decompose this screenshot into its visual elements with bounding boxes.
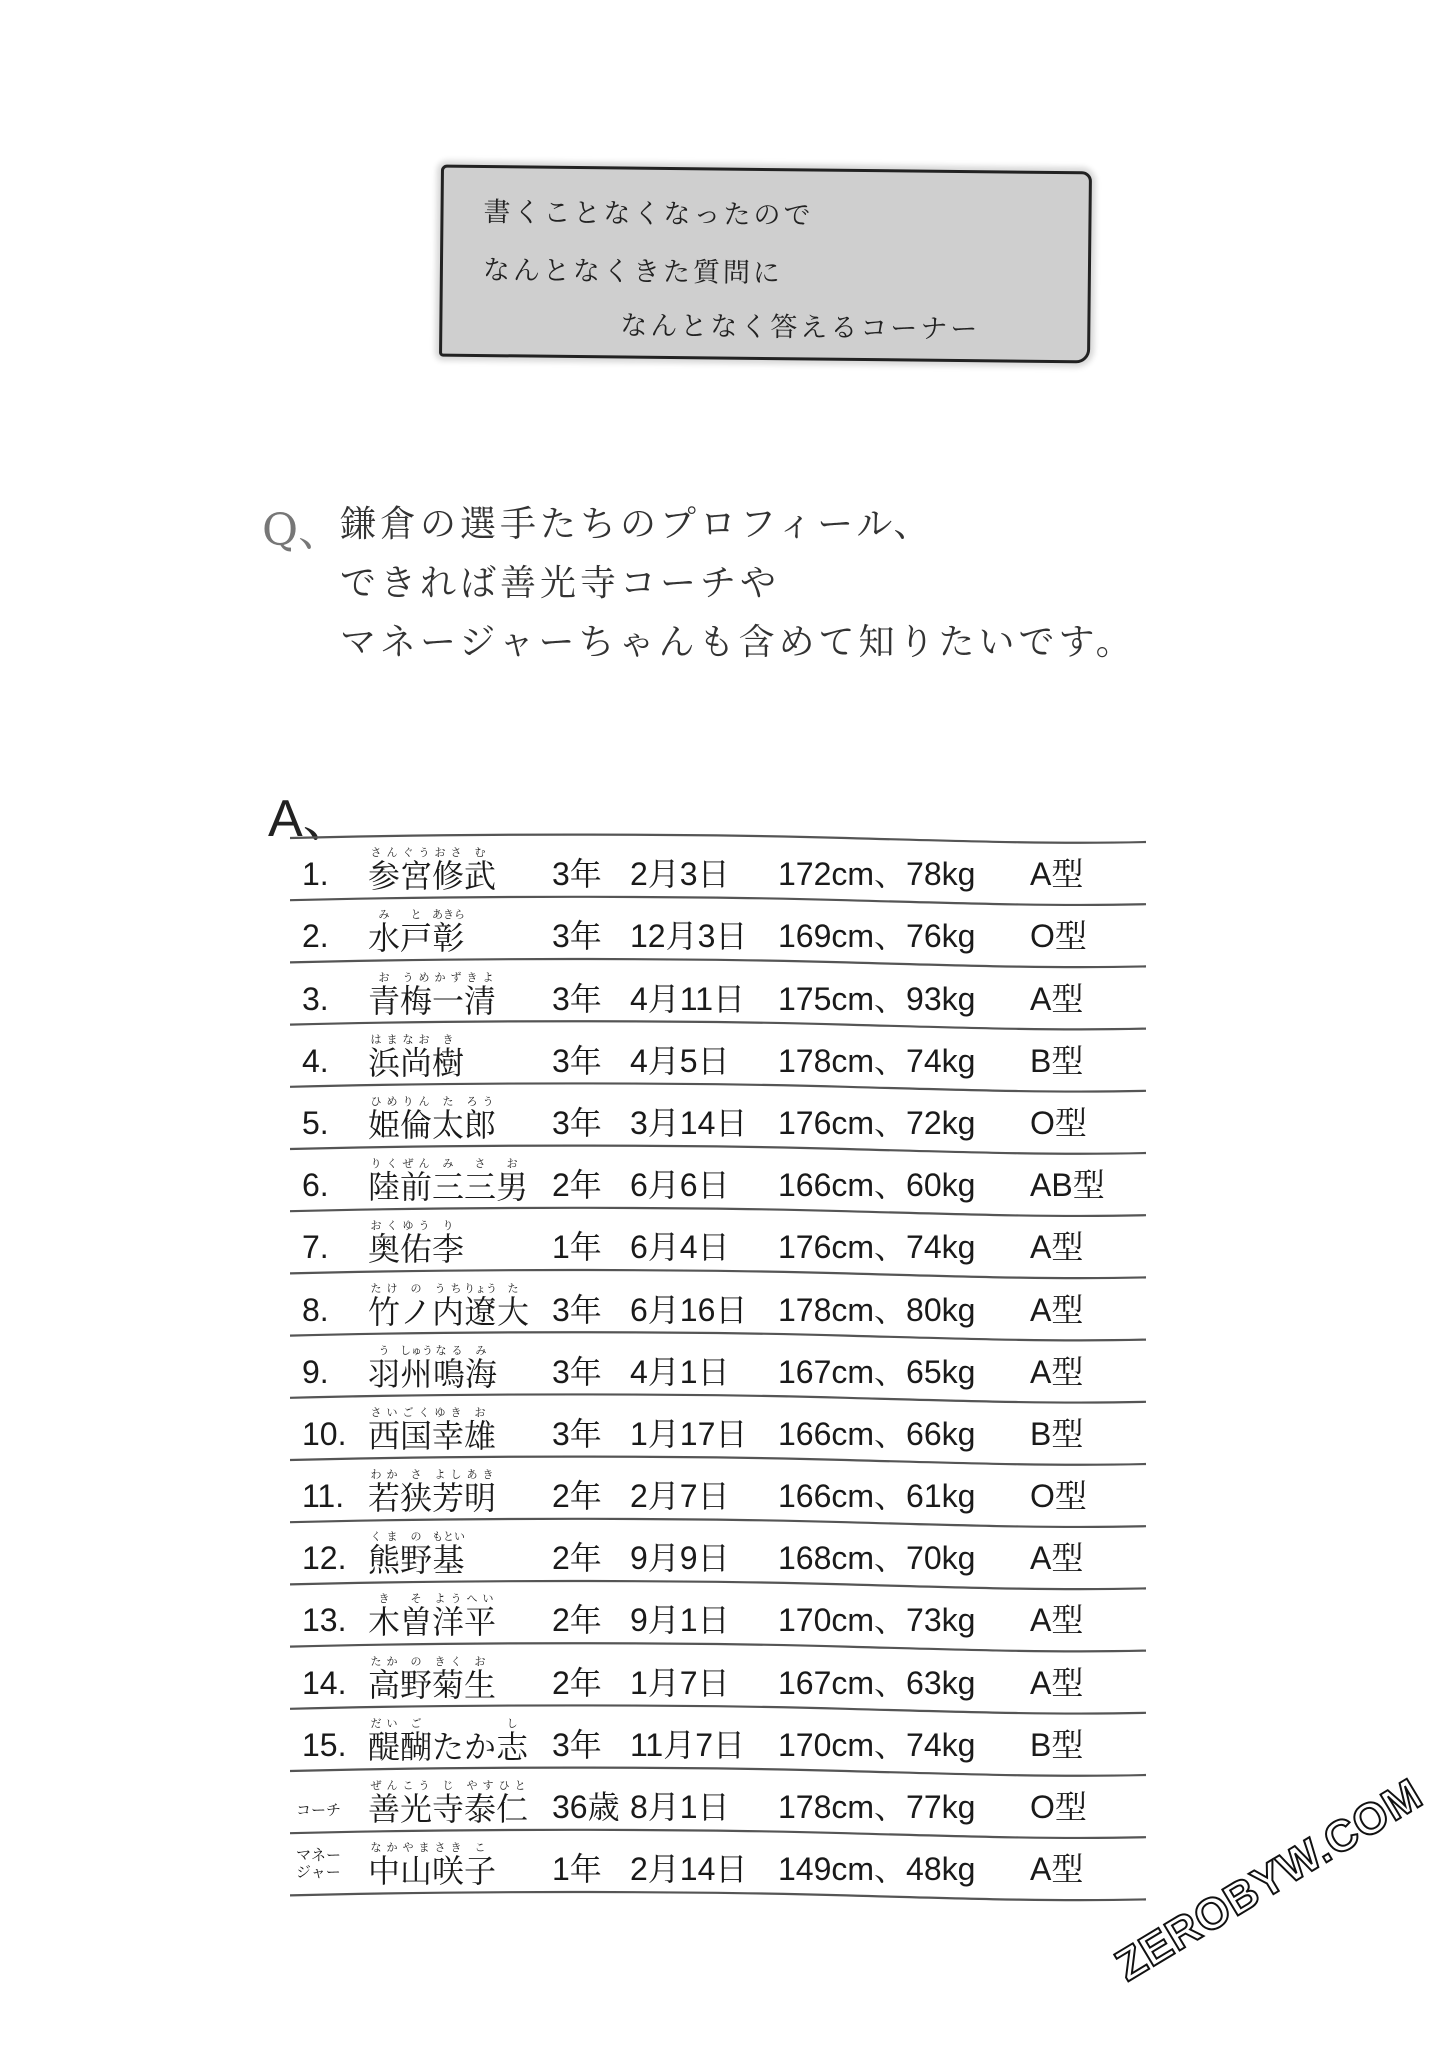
corner-title-line-1: 書くことなくなったので (483, 197, 814, 231)
furigana: し (496, 1717, 529, 1730)
member-name (368, 1469, 496, 1516)
height-weight: 167cm、65kg (778, 1353, 976, 1390)
corner-title-line-2: なんとなくきた質問に (482, 255, 784, 289)
blood-type: B型 (1030, 1042, 1084, 1079)
birthday: 6月6日 (630, 1167, 730, 1204)
furigana: なる (433, 1344, 466, 1357)
row-number: 5. (302, 1104, 329, 1141)
furigana: へい (464, 1593, 497, 1606)
grade-age: 2年 (552, 1478, 602, 1515)
blood-type: A型 (1030, 856, 1084, 893)
height-weight: 168cm、70kg (778, 1540, 976, 1577)
name-char: 州しゅう (400, 1344, 434, 1392)
corner-title-line-3: なんとなく答えるコーナー (620, 310, 981, 345)
name-char: 狭さ (400, 1469, 433, 1517)
name-char: 中なか (368, 1842, 401, 1890)
name-char: 幸ゆき (432, 1406, 465, 1454)
furigana: しゅう (400, 1344, 434, 1357)
member-name (368, 1780, 528, 1827)
furigana: やま (400, 1842, 433, 1855)
blood-type: O型 (1030, 1104, 1087, 1141)
furigana: りょう (464, 1282, 498, 1295)
grade-age: 3年 (552, 856, 602, 893)
furigana: きよ (464, 971, 497, 984)
question-line-1: 鎌倉の選手たちのプロフィール、 (340, 503, 934, 544)
height-weight: 149cm、48kg (778, 1851, 976, 1888)
birthday: 1月17日 (630, 1415, 748, 1452)
name-char: 遼りょう (464, 1282, 498, 1330)
name-char: 一かず (432, 971, 465, 1019)
member-name (368, 1220, 464, 1267)
furigana: ゆき (432, 1406, 465, 1419)
furigana: おさ (432, 847, 465, 860)
name-char: 羽う (368, 1344, 401, 1392)
furigana: み (368, 909, 400, 922)
birthday: 12月3日 (630, 918, 748, 955)
name-char: 武む (464, 847, 497, 895)
grade-age: 3年 (552, 918, 602, 955)
member-name (368, 847, 496, 894)
furigana: きく (432, 1655, 465, 1668)
grade-age: 3年 (552, 980, 602, 1017)
name-char: 醐ご (400, 1717, 433, 1765)
blood-type: A型 (1030, 1291, 1084, 1328)
grade-age: 36歳 (552, 1789, 620, 1825)
profile-row (290, 1646, 1146, 1708)
birthday: 6月4日 (630, 1229, 730, 1266)
row-number: 13. (302, 1602, 347, 1639)
profile-row (290, 1273, 1146, 1335)
blood-type: O型 (1030, 1789, 1087, 1825)
furigana: たか (368, 1655, 401, 1668)
birthday: 4月11日 (630, 980, 746, 1017)
member-name (368, 1158, 528, 1205)
blood-type: A型 (1030, 1851, 1084, 1888)
birthday: 4月5日 (630, 1042, 730, 1079)
member-name (368, 1593, 496, 1640)
name-char: 内うち (432, 1282, 465, 1330)
name-char: 平へい (464, 1593, 497, 1641)
name-char: 菊きく (432, 1655, 465, 1703)
grade-age: 3年 (552, 1726, 602, 1763)
grade-age: 2年 (552, 1664, 602, 1701)
name-char: 芳よし (432, 1469, 465, 1517)
name-char: 太た (432, 1095, 465, 1143)
member-name (368, 1531, 465, 1578)
member-name (368, 909, 465, 956)
furigana: さ (400, 1469, 433, 1482)
profile-row (290, 1833, 1146, 1895)
furigana: さん (368, 847, 401, 860)
furigana: うめ (400, 971, 433, 984)
name-char: 咲さき (432, 1842, 465, 1890)
name-char: ノの (400, 1282, 433, 1330)
furigana: なか (368, 1842, 401, 1855)
furigana: わか (368, 1469, 401, 1482)
name-char: 彰あきら (432, 909, 466, 957)
row-role-label: コーチ (296, 1802, 342, 1819)
furigana: はま (368, 1033, 401, 1046)
name-char: 洋よう (432, 1593, 465, 1641)
furigana: もとい (432, 1531, 466, 1544)
name-char: 野の (400, 1531, 433, 1579)
birthday: 2月3日 (630, 856, 730, 893)
furigana: やす (464, 1780, 497, 1792)
furigana: み (432, 1158, 465, 1171)
member-name (368, 1842, 496, 1889)
grade-age: 1年 (552, 1229, 602, 1266)
furigana: あき (464, 1469, 497, 1482)
grade-age: 3年 (552, 1353, 602, 1390)
furigana: おく (368, 1220, 401, 1233)
birthday: 2月7日 (630, 1478, 730, 1515)
row-number: 14. (302, 1664, 347, 1701)
name-char: 参さん (368, 847, 401, 895)
profile-row (290, 962, 1146, 1024)
name-char: 熊くま (368, 1531, 401, 1579)
grade-age: 1年 (552, 1851, 602, 1888)
furigana: くま (368, 1531, 401, 1544)
name-char: 浜はま (368, 1033, 401, 1081)
height-weight: 166cm、60kg (778, 1167, 976, 1204)
furigana: り (432, 1220, 465, 1233)
name-char: 大た (497, 1282, 530, 1330)
furigana: ゆう (400, 1220, 433, 1233)
blood-type: A型 (1030, 1540, 1084, 1577)
profile-row (290, 1025, 1146, 1087)
height-weight: 178cm、80kg (778, 1291, 976, 1328)
name-char: 泰やす (464, 1780, 497, 1827)
name-char: か (464, 1728, 497, 1765)
height-weight: 167cm、63kg (778, 1664, 976, 1701)
furigana: こ (464, 1842, 497, 1855)
name-char: 李り (432, 1220, 465, 1268)
name-char: 明あき (464, 1469, 497, 1517)
name-char: 倫りん (400, 1095, 433, 1143)
profile-row (290, 838, 1146, 900)
height-weight: 176cm、74kg (778, 1229, 976, 1266)
furigana: さ (464, 1158, 497, 1171)
furigana: かず (432, 971, 465, 984)
profile-row (290, 1460, 1146, 1522)
name-char: 善ぜん (368, 1780, 401, 1827)
name-char: 男お (496, 1158, 529, 1206)
grade-age: 3年 (552, 1291, 602, 1328)
row-number: 2. (302, 918, 329, 955)
name-char: 山やま (400, 1842, 433, 1890)
member-name (368, 1656, 496, 1703)
furigana: ごく (400, 1406, 433, 1419)
height-weight: 166cm、61kg (778, 1478, 976, 1515)
name-char: 青お (368, 971, 401, 1019)
furigana: なお (400, 1033, 433, 1046)
profile-row (290, 1211, 1146, 1273)
member-name (368, 1345, 497, 1392)
furigana: ご (400, 1717, 433, 1730)
grade-age: 3年 (552, 1104, 602, 1141)
blood-type: A型 (1030, 1229, 1084, 1266)
name-char: 子こ (464, 1842, 497, 1890)
name-char: 尚なお (400, 1033, 433, 1081)
furigana: だい (368, 1717, 401, 1730)
furigana: と (400, 909, 433, 922)
blood-type: B型 (1030, 1726, 1084, 1763)
furigana: の (400, 1282, 433, 1295)
name-char: 生お (464, 1655, 497, 1703)
furigana: む (464, 847, 497, 860)
furigana: た (432, 1095, 465, 1108)
name-char: 三み (432, 1158, 465, 1206)
name-char: 醍だい (368, 1717, 401, 1765)
height-weight: 176cm、72kg (778, 1104, 976, 1141)
corner-title-box (439, 165, 1092, 364)
furigana: ぜん (400, 1158, 433, 1171)
height-weight: 172cm、78kg (778, 856, 976, 893)
name-char: 清きよ (464, 971, 497, 1019)
answer-mark: A、 (268, 790, 355, 848)
furigana: うち (432, 1282, 465, 1295)
grade-age: 2年 (552, 1602, 602, 1639)
name-char: 陸りく (368, 1158, 401, 1206)
name-char: 海み (465, 1344, 498, 1392)
furigana: さい (368, 1406, 401, 1419)
member-name (368, 1283, 529, 1330)
profile-row (290, 1771, 1146, 1833)
furigana: さき (432, 1842, 465, 1855)
height-weight: 178cm、77kg (778, 1789, 976, 1825)
blood-type: A型 (1030, 1353, 1084, 1390)
grade-age: 3年 (552, 1415, 602, 1452)
blood-type: O型 (1030, 918, 1087, 955)
name-char: 佑ゆう (400, 1220, 433, 1268)
name-char: 樹き (432, 1033, 465, 1081)
height-weight: 170cm、74kg (778, 1726, 976, 1763)
birthday: 1月7日 (630, 1664, 730, 1701)
row-number: 8. (302, 1291, 329, 1328)
blood-type: A型 (1030, 1664, 1084, 1701)
profile-row (290, 1087, 1146, 1149)
row-number: 9. (302, 1353, 329, 1390)
question-line-3: マネージャーちゃんも含めて知りたいです。 (340, 621, 1136, 662)
birthday: 9月9日 (630, 1540, 730, 1577)
furigana: う (368, 1344, 400, 1357)
profile-table (290, 838, 1146, 1895)
name-char: 若わか (368, 1469, 401, 1517)
birthday: 4月1日 (630, 1353, 730, 1390)
name-char: 西さい (368, 1406, 401, 1454)
furigana: き (432, 1033, 465, 1046)
birthday: 11月7日 (630, 1726, 746, 1763)
name-char: 梅うめ (400, 971, 433, 1019)
blood-type: AB型 (1030, 1167, 1105, 1204)
furigana: み (465, 1344, 498, 1357)
blood-type: A型 (1030, 1602, 1084, 1639)
furigana: の (400, 1655, 433, 1668)
furigana: じ (432, 1780, 465, 1792)
name-char: 鳴なる (433, 1344, 466, 1392)
row-number: 7. (302, 1229, 329, 1266)
member-name (368, 1034, 464, 1081)
row-number: 10. (302, 1415, 347, 1452)
height-weight: 170cm、73kg (778, 1602, 976, 1639)
height-weight: 169cm、76kg (778, 918, 976, 955)
profile-row (290, 900, 1146, 962)
furigana: こう (400, 1780, 433, 1792)
furigana: お (496, 1158, 529, 1171)
furigana: ろう (464, 1095, 497, 1108)
member-name (368, 1718, 528, 1765)
row-number: 15. (302, 1726, 347, 1763)
birthday: 2月14日 (630, 1851, 748, 1888)
birthday: 8月1日 (630, 1789, 730, 1825)
profile-row (290, 1584, 1146, 1646)
grade-age: 2年 (552, 1540, 602, 1577)
furigana: ひめ (368, 1095, 401, 1108)
name-char: 三さ (464, 1158, 497, 1206)
grade-age: 3年 (552, 1042, 602, 1079)
profile-row (290, 1336, 1146, 1398)
blood-type: B型 (1030, 1415, 1084, 1452)
name-char: 野の (400, 1655, 433, 1703)
furigana: ぐう (400, 847, 433, 860)
birthday: 9月1日 (630, 1602, 730, 1639)
name-char: 水み (368, 909, 401, 957)
height-weight: 166cm、66kg (778, 1415, 976, 1452)
birthday: 3月14日 (630, 1104, 748, 1141)
height-weight: 175cm、93kg (778, 980, 976, 1017)
furigana: ひと (496, 1780, 529, 1792)
height-weight: 178cm、74kg (778, 1042, 976, 1079)
furigana: た (497, 1282, 530, 1295)
furigana: の (400, 1531, 433, 1544)
name-char: 修おさ (432, 847, 465, 895)
question-mark: Q、 (262, 505, 343, 556)
birthday: 6月16日 (630, 1291, 748, 1328)
furigana: たけ (368, 1282, 401, 1295)
furigana: りん (400, 1095, 433, 1108)
name-char: 国ごく (400, 1406, 433, 1454)
profile-row (290, 1149, 1146, 1211)
name-char: 基もとい (432, 1531, 466, 1579)
name-char: 志し (496, 1717, 529, 1765)
furigana: よう (432, 1593, 465, 1606)
furigana: お (464, 1655, 497, 1668)
name-char: 仁ひと (496, 1780, 529, 1827)
name-char: 戸と (400, 909, 433, 957)
furigana: あきら (432, 909, 466, 922)
name-char: 郎ろう (464, 1095, 497, 1143)
blood-type: A型 (1030, 980, 1084, 1017)
furigana: お (464, 1406, 497, 1419)
name-char: 寺じ (432, 1780, 465, 1827)
row-role-label: マネージャー (296, 1847, 342, 1882)
name-char: 光こう (400, 1780, 433, 1827)
watermark: ZEROBYW.COM (1107, 1769, 1431, 1991)
profile-row (290, 1522, 1146, 1584)
row-number: 4. (302, 1042, 329, 1079)
furigana: ぜん (368, 1780, 401, 1792)
name-char: 雄お (464, 1406, 497, 1454)
member-name (368, 1407, 496, 1454)
row-number: 11. (302, 1478, 345, 1515)
profile-row (290, 1398, 1146, 1460)
question-line-2: できれば善光寺コーチや (340, 562, 781, 603)
furigana: よし (432, 1469, 465, 1482)
row-number: 12. (302, 1540, 347, 1577)
name-char: 高たか (368, 1655, 401, 1703)
blood-type: O型 (1030, 1478, 1087, 1515)
row-number: 1. (302, 856, 329, 893)
name-char: た (432, 1728, 465, 1765)
name-char: 奥おく (368, 1220, 401, 1268)
member-name (368, 972, 496, 1019)
furigana: き (368, 1593, 400, 1606)
row-number: 6. (302, 1167, 329, 1204)
member-name (368, 1096, 496, 1143)
furigana: りく (368, 1158, 401, 1171)
grade-age: 2年 (552, 1167, 602, 1204)
name-char: 前ぜん (400, 1158, 433, 1206)
name-char: 曽そ (400, 1593, 433, 1641)
name-char: 姫ひめ (368, 1095, 401, 1143)
row-number: 3. (302, 980, 329, 1017)
furigana: お (368, 971, 400, 984)
name-char: 木き (368, 1593, 401, 1641)
furigana: そ (400, 1593, 433, 1606)
profile-row (290, 1709, 1146, 1771)
name-char: 竹たけ (368, 1282, 401, 1330)
name-char: 宮ぐう (400, 847, 433, 895)
